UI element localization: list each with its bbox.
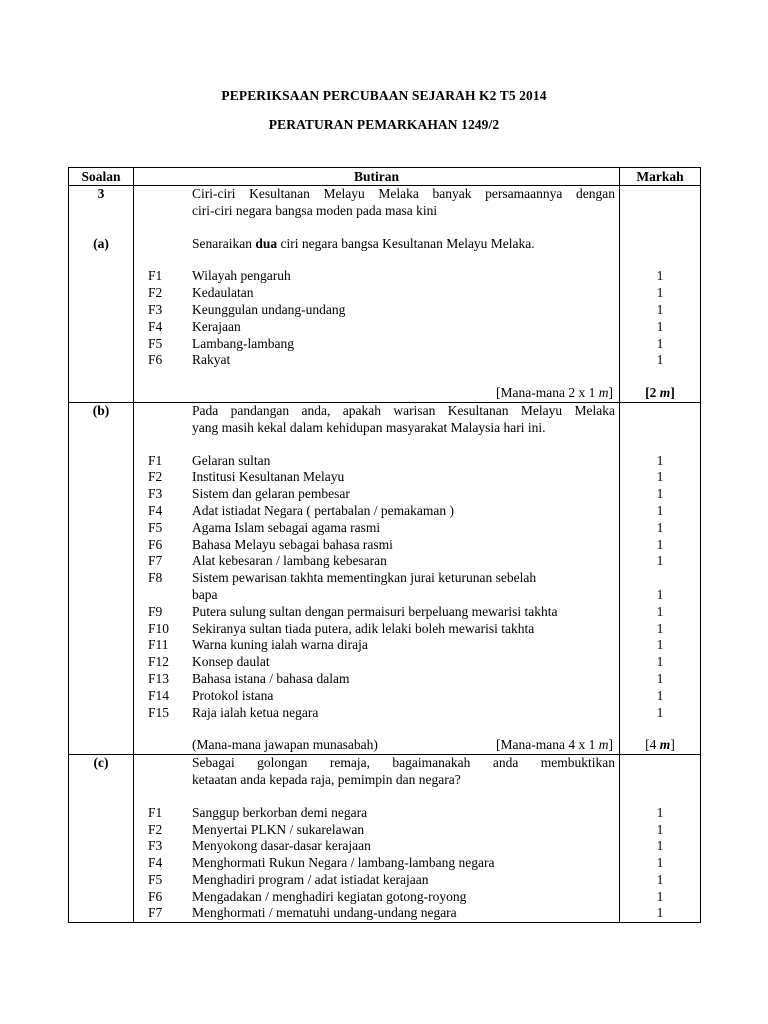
question-a: Senaraikan dua ciri negara bangsa Kesultanan Melayu Melaka. <box>192 235 535 251</box>
item-mark: 1 <box>656 502 664 518</box>
item-mark: 1 <box>656 905 664 921</box>
list-item <box>134 336 619 353</box>
item-code: F11 <box>148 637 169 653</box>
item-text: Warna kuning ialah warna diraja <box>192 637 368 653</box>
item-text: Putera sulung sultan dengan permaisuri berpeluang mewarisi takhta <box>192 603 558 619</box>
list-item <box>134 520 619 537</box>
item-code: F5 <box>148 335 163 351</box>
list-item <box>134 302 619 319</box>
butiran-cell-b <box>134 402 620 754</box>
item-code: F7 <box>148 553 163 569</box>
item-code: F3 <box>148 301 163 317</box>
intro-line-2: ciri-ciri negara bangsa moden pada masa kini <box>192 202 438 218</box>
markah-cell-b <box>620 402 701 754</box>
item-code: F8 <box>148 570 163 586</box>
list-item <box>134 469 619 486</box>
item-code: F6 <box>148 888 163 904</box>
list-item <box>134 319 619 336</box>
item-code: F3 <box>148 838 163 854</box>
butiran-cell-a <box>134 186 620 403</box>
question-c-line-2: ketaatan anda kepada raja, pemimpin dan negara? <box>192 771 461 787</box>
list-item <box>134 453 619 470</box>
item-code: F12 <box>148 654 170 670</box>
question-number: 3 <box>97 186 105 201</box>
item-mark: 1 <box>656 452 664 468</box>
item-text: Sanggup berkorban demi negara <box>192 804 368 820</box>
list-item <box>134 537 619 554</box>
item-code: F5 <box>148 871 163 887</box>
question-c-line-1: Sebagai golongan remaja, bagaimanakah anda membuktikan <box>192 755 615 771</box>
item-code: F1 <box>148 452 163 468</box>
item-mark: 1 <box>656 352 664 368</box>
item-mark: 1 <box>656 821 664 837</box>
item-text: Menghormati / mematuhi undang-undang negara <box>192 905 457 921</box>
item-code: F5 <box>148 519 163 535</box>
item-mark: 1 <box>656 603 664 619</box>
item-text: Raja ialah ketua negara <box>192 704 319 720</box>
item-mark: 1 <box>656 620 664 636</box>
list-item <box>134 872 619 889</box>
item-mark: 1 <box>656 637 664 653</box>
item-text: Institusi Kesultanan Melayu <box>192 469 345 485</box>
item-text: Lambang-lambang <box>192 335 294 351</box>
item-text: Wilayah pengaruh <box>192 268 291 284</box>
item-mark: 1 <box>656 469 664 485</box>
part-label-c: (c) <box>93 755 109 771</box>
item-mark: 1 <box>656 301 664 317</box>
item-text-continued: bapa <box>192 586 218 602</box>
item-code: F4 <box>148 318 163 334</box>
list-item <box>134 604 619 621</box>
item-text: Kedaulatan <box>192 285 254 301</box>
item-code: F15 <box>148 704 170 720</box>
item-text: Gelaran sultan <box>192 452 271 468</box>
item-code: F2 <box>148 469 163 485</box>
part-label-a: (a) <box>93 235 109 251</box>
list-item <box>134 637 619 654</box>
list-item <box>134 570 619 587</box>
item-text: Keunggulan undang-undang <box>192 301 346 317</box>
list-item <box>134 805 619 822</box>
item-text: Sistem pewarisan takhta mementingkan jurai keturunan sebelah <box>192 570 537 586</box>
soalan-cell-a <box>69 186 134 403</box>
item-text: Adat istiadat Negara ( pertabalan / pemakaman ) <box>192 502 455 518</box>
item-text: Protokol istana <box>192 687 274 703</box>
item-code: F14 <box>148 687 170 703</box>
item-code: F4 <box>148 502 163 518</box>
item-code: F3 <box>148 486 163 502</box>
list-item <box>134 352 619 369</box>
item-text: Menyertai PLKN / sukarelawan <box>192 821 365 837</box>
item-mark: 1 <box>656 268 664 284</box>
list-item <box>134 503 619 520</box>
item-mark: 1 <box>656 888 664 904</box>
list-item <box>134 705 619 722</box>
section-c-row <box>69 755 701 923</box>
item-mark: 1 <box>656 586 664 602</box>
item-text: Bahasa Melayu sebagai bahasa rasmi <box>192 536 393 552</box>
item-text: Menghormati Rukun Negara / lambang-lambang negara <box>192 855 495 871</box>
marking-scheme-table <box>68 167 701 923</box>
mana-mana-b: [Mana-mana 4 x 1 m] <box>496 737 613 753</box>
item-code: F1 <box>148 804 163 820</box>
item-code: F2 <box>148 821 163 837</box>
item-mark: 1 <box>656 670 664 686</box>
item-text: Agama Islam sebagai agama rasmi <box>192 519 381 535</box>
markah-cell-c <box>620 755 701 923</box>
mana-mana-a: [Mana-mana 2 x 1 m] <box>496 385 613 401</box>
item-mark: 1 <box>656 871 664 887</box>
item-text: Konsep daulat <box>192 654 270 670</box>
list-item <box>134 905 619 922</box>
item-text: Menyokong dasar-dasar kerajaan <box>192 838 371 854</box>
markah-cell-a <box>620 186 701 403</box>
list-item <box>134 553 619 570</box>
item-code: F7 <box>148 905 163 921</box>
list-item <box>134 855 619 872</box>
list-item <box>134 654 619 671</box>
butiran-cell-c <box>134 755 620 923</box>
list-item <box>134 486 619 503</box>
item-code: F1 <box>148 268 163 284</box>
list-item <box>134 688 619 705</box>
item-mark: 1 <box>656 318 664 334</box>
document-title: PEPERIKSAAN PERCUBAAN SEJARAH K2 T5 2014 <box>221 88 547 103</box>
item-mark: 1 <box>656 838 664 854</box>
intro-line-1: Ciri-ciri Kesultanan Melayu Melaka banyak persamaannya dengan <box>192 186 615 201</box>
item-mark: 1 <box>656 519 664 535</box>
total-mark-a: [2 m] <box>645 385 675 401</box>
list-item <box>134 268 619 285</box>
total-mark-b: [4 m] <box>645 737 675 753</box>
item-text: Kerajaan <box>192 318 241 334</box>
column-header-soalan: Soalan <box>69 168 134 186</box>
item-text: Menghadiri program / adat istiadat kerajaan <box>192 871 429 887</box>
column-header-markah: Markah <box>620 168 701 186</box>
item-mark: 1 <box>656 804 664 820</box>
soalan-cell-b <box>69 402 134 754</box>
section-b-row <box>69 402 701 754</box>
list-item <box>134 621 619 638</box>
list-item-continuation <box>134 587 619 604</box>
question-b-line-1: Pada pandangan anda, apakah warisan Kesultanan Melayu Melaka <box>192 402 615 418</box>
item-text: Sistem dan gelaran pembesar <box>192 486 350 502</box>
column-header-butiran: Butiran <box>134 168 620 186</box>
note-b: (Mana-mana jawapan munasabah) <box>192 737 378 753</box>
item-code: F13 <box>148 670 170 686</box>
item-code: F4 <box>148 855 163 871</box>
document-subtitle: PERATURAN PEMARKAHAN 1249/2 <box>268 117 500 132</box>
item-mark: 1 <box>656 553 664 569</box>
list-item <box>134 285 619 302</box>
item-code: F6 <box>148 536 163 552</box>
list-item <box>134 838 619 855</box>
item-mark: 1 <box>656 654 664 670</box>
item-code: F2 <box>148 285 163 301</box>
part-label-b: (b) <box>92 402 110 418</box>
item-mark: 1 <box>656 687 664 703</box>
item-text: Rakyat <box>192 352 231 368</box>
item-code: F6 <box>148 352 163 368</box>
item-text: Alat kebesaran / lambang kebesaran <box>192 553 387 569</box>
item-text: Bahasa istana / bahasa dalam <box>192 670 350 686</box>
list-item <box>134 671 619 688</box>
item-code: F9 <box>148 603 163 619</box>
item-mark: 1 <box>656 335 664 351</box>
section-a-row <box>69 186 701 403</box>
list-item <box>134 889 619 906</box>
item-text: Sekiranya sultan tiada putera, adik lelaki boleh mewarisi takhta <box>192 620 535 636</box>
question-b-line-2: yang masih kekal dalam kehidupan masyarakat Malaysia hari ini. <box>192 419 546 435</box>
item-mark: 1 <box>656 536 664 552</box>
item-mark: 1 <box>656 704 664 720</box>
item-code: F10 <box>148 620 170 636</box>
item-mark: 1 <box>656 486 664 502</box>
list-item <box>134 822 619 839</box>
soalan-cell-c <box>69 755 134 923</box>
table-header-row <box>69 168 701 186</box>
item-text: Mengadakan / menghadiri kegiatan gotong-royong <box>192 888 467 904</box>
item-mark: 1 <box>656 285 664 301</box>
item-mark: 1 <box>656 855 664 871</box>
